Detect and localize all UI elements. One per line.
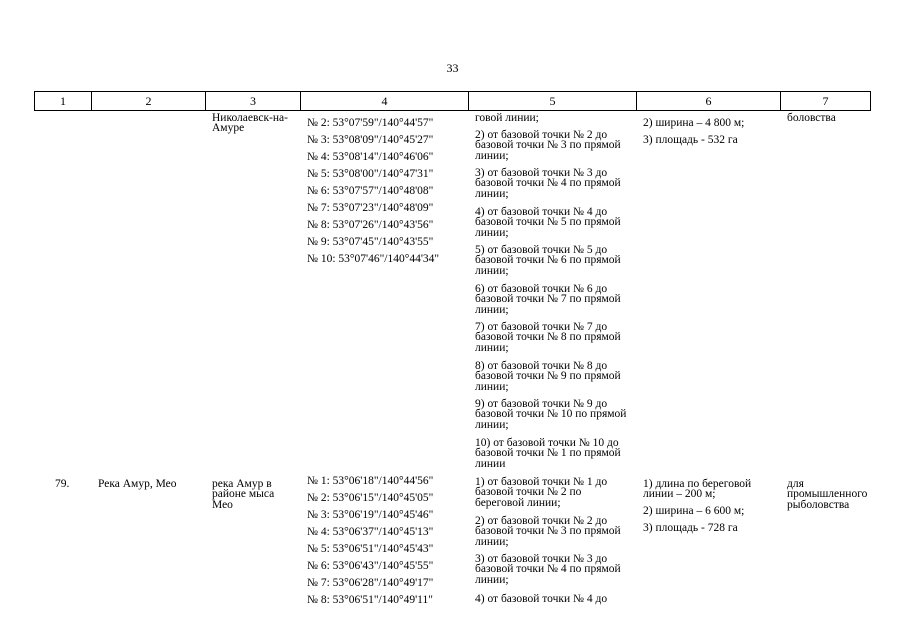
coordinate: № 7: 53°07'23"/140°48'09" bbox=[307, 202, 434, 214]
boundary-line: 9) от базовой точки № 9 до базовой точки № 10 по прямой линии; bbox=[475, 398, 627, 431]
location-cell: река Амур в районе мыса Мео bbox=[212, 478, 275, 511]
coordinate: № 3: 53°06'19"/140°45'46" bbox=[307, 509, 434, 521]
row-number: 79. bbox=[55, 478, 70, 490]
coordinate: № 7: 53°06'28"/140°49'17" bbox=[307, 577, 434, 589]
coordinate: № 10: 53°07'46"/140°44'34" bbox=[307, 253, 440, 265]
boundary-line: 7) от базовой точки № 7 до базовой точки № 8 по прямой линии; bbox=[475, 321, 621, 354]
coordinate: № 5: 53°08'00"/140°47'31" bbox=[307, 168, 434, 180]
boundary-line: 3) от базовой точки № 3 до базовой точки № 4 по прямой линии; bbox=[475, 167, 621, 200]
purpose-cell: для промышленного рыболовства bbox=[787, 478, 868, 511]
coordinate: № 6: 53°07'57"/140°48'08" bbox=[307, 185, 434, 197]
header-col-5: 5 bbox=[468, 91, 637, 111]
header-col-1: 1 bbox=[34, 91, 92, 111]
coordinate: № 5: 53°06'51"/140°45'43" bbox=[307, 543, 434, 555]
coordinate: № 4: 53°08'14"/140°46'06" bbox=[307, 151, 434, 163]
dimension: 2) ширина – 4 800 м; bbox=[643, 117, 745, 129]
coordinate: № 8: 53°07'26"/140°43'56" bbox=[307, 219, 434, 231]
boundary-line: говой линии; bbox=[475, 112, 539, 124]
coordinate: № 6: 53°06'43"/140°45'55" bbox=[307, 560, 434, 572]
location-cell: Николаевск-на-Амуре bbox=[212, 112, 288, 135]
dimension: 3) площадь - 728 га bbox=[643, 522, 738, 534]
coordinate: № 9: 53°07'45"/140°43'55" bbox=[307, 236, 434, 248]
boundary-line: 4) от базовой точки № 4 до базовой точки № 5 по прямой линии; bbox=[475, 206, 621, 239]
purpose-cell: боловства bbox=[787, 112, 836, 124]
coordinate: № 1: 53°06'18"/140°44'56" bbox=[307, 475, 434, 487]
boundary-line: 2) от базовой точки № 2 до базовой точки № 3 по прямой линии; bbox=[475, 129, 621, 162]
coordinate: № 2: 53°07'59"/140°44'57" bbox=[307, 117, 434, 129]
boundary-line: 8) от базовой точки № 8 до базовой точки № 9 по прямой линии; bbox=[475, 360, 621, 393]
dimension: 3) площадь - 532 га bbox=[643, 134, 738, 146]
row-name: Река Амур, Мео bbox=[98, 478, 177, 490]
coordinate: № 8: 53°06'51"/140°49'11" bbox=[307, 594, 433, 606]
boundary-line: 10) от базовой точки № 10 до базовой точки № 1 по прямой линии bbox=[475, 437, 621, 470]
header-col-2: 2 bbox=[91, 91, 206, 111]
coordinate: № 4: 53°06'37"/140°45'13" bbox=[307, 526, 434, 538]
boundary-line: 1) от базовой точки № 1 до базовой точки № 2 по береговой линии; bbox=[475, 476, 608, 509]
boundary-line: 4) от базовой точки № 4 до bbox=[475, 593, 608, 605]
page-number: 33 bbox=[446, 61, 459, 75]
header-col-6: 6 bbox=[636, 91, 781, 111]
header-col-4: 4 bbox=[300, 91, 469, 111]
coordinate: № 2: 53°06'15"/140°45'05" bbox=[307, 492, 434, 504]
dimension: 1) длина по береговой линии – 200 м; bbox=[643, 478, 752, 501]
boundary-line: 2) от базовой точки № 2 до базовой точки № 3 по прямой линии; bbox=[475, 515, 621, 548]
coordinate: № 3: 53°08'09"/140°45'27" bbox=[307, 134, 434, 146]
header-col-3: 3 bbox=[205, 91, 301, 111]
boundary-line: 3) от базовой точки № 3 до базовой точки № 4 по прямой линии; bbox=[475, 553, 621, 586]
boundary-line: 6) от базовой точки № 6 до базовой точки № 7 по прямой линии; bbox=[475, 283, 621, 316]
dimension: 2) ширина – 6 600 м; bbox=[643, 505, 745, 517]
header-col-7: 7 bbox=[780, 91, 871, 111]
boundary-line: 5) от базовой точки № 5 до базовой точки № 6 по прямой линии; bbox=[475, 244, 621, 277]
